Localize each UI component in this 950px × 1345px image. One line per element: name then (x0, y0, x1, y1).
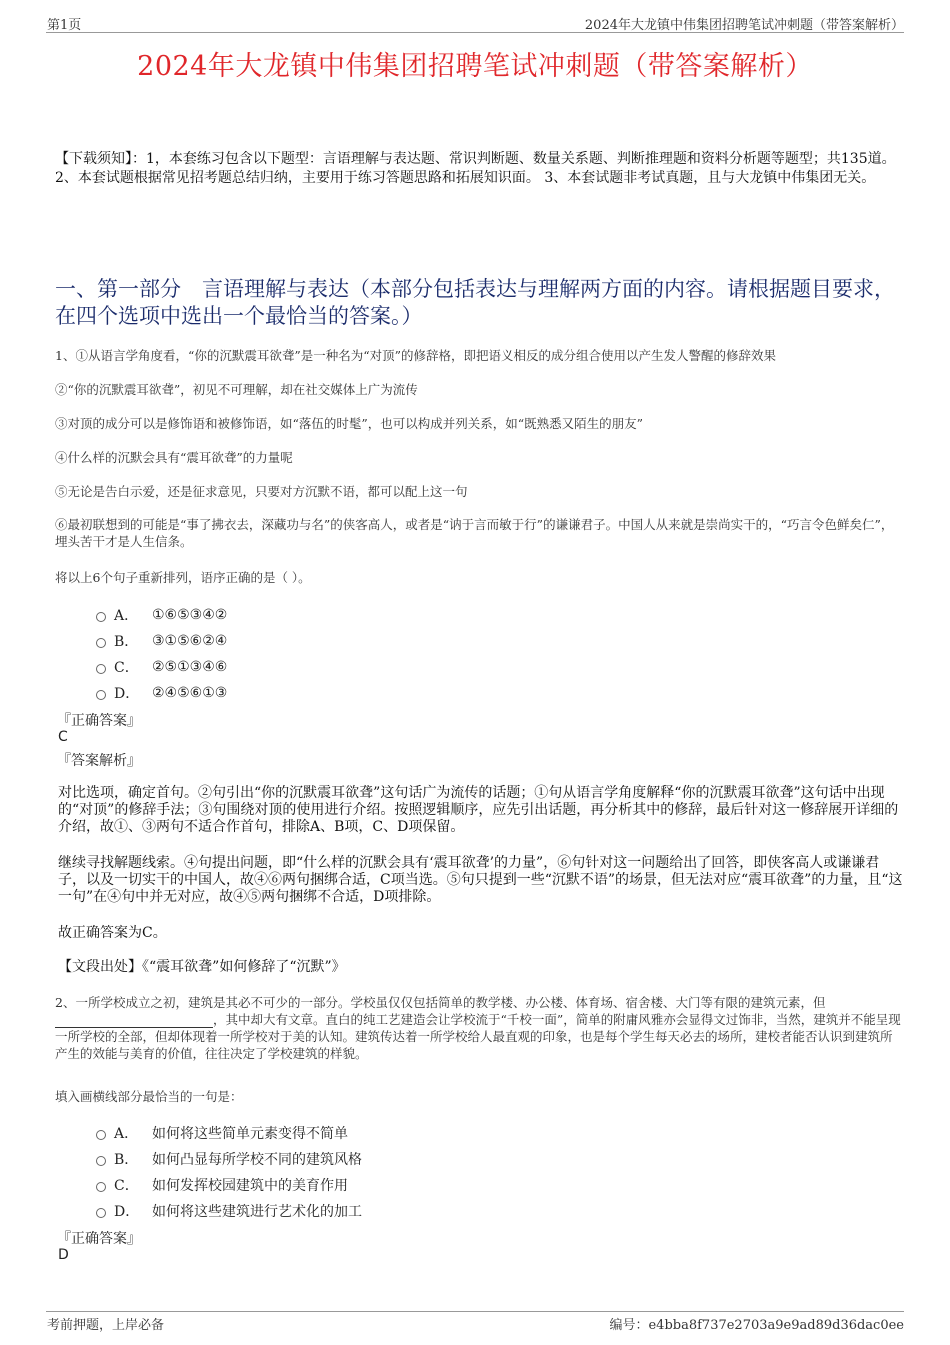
option-text: 如何将这些简单元素变得不简单 (152, 1126, 348, 1142)
q1-analysis-conclusion: 故正确答案为C。 (58, 925, 167, 941)
radio-icon[interactable] (96, 1208, 106, 1218)
option-text: 如何凸显每所学校不同的建筑风格 (152, 1152, 362, 1168)
q2-answer: D (58, 1247, 69, 1263)
q1-prompt: 将以上6个句子重新排列，语序正确的是（ ）。 (55, 570, 311, 585)
option-label: B． (114, 1152, 139, 1168)
q2-passage-intro: 2、一所学校成立之初，建筑是其必不可少的一部分。学校虽仅仅包括简单的教学楼、办公楼、体育场、宿舍楼、大门等有限的建筑元素，但 (55, 995, 826, 1010)
q1-analysis-para-2: 继续寻找解题线索。④句提出问题，即“什么样的沉默会具有‘震耳欲聋’的力量”，⑥句针对这一问题给出了回答，即侠客高人或谦谦君子，以及一切实干的中国人，故④⑥两句捆绑合适，C项当选。⑤句只提到一些“沉默不语”的场景，但无法对应“震耳欲聋”的力量，且“这一句”在④句中并无对应，故④⑤两句捆绑不合适，D项排除。 (58, 855, 903, 905)
option-label: D． (114, 686, 140, 702)
option-text: ②⑤①③④⑥ (152, 659, 228, 675)
q2-option-a[interactable] (96, 1123, 348, 1143)
radio-icon[interactable] (96, 638, 106, 648)
option-label: C． (114, 660, 139, 676)
radio-icon[interactable] (96, 664, 106, 674)
page-number: 第1页 (47, 18, 82, 33)
option-text: ②④⑤⑥①③ (152, 685, 228, 701)
q1-option-a[interactable] (96, 605, 227, 625)
option-label: A． (114, 608, 139, 624)
radio-icon[interactable] (96, 612, 106, 622)
option-label: C． (114, 1178, 139, 1194)
q2-option-c[interactable] (96, 1175, 348, 1195)
radio-icon[interactable] (96, 1156, 106, 1166)
download-notice: 【下载须知】：1，本套练习包含以下题型：言语理解与表达题、常识判断题、数量关系题、判断推理题和资料分析题等题型；共135道。 2、本套试题根据常见招考题总结归纳，主要用于练习答题思路和拓展知识面。 3、本套试题非考试真题，且与大龙镇中伟集团无关。 (55, 151, 896, 186)
option-text: ③①⑤⑥②④ (152, 633, 228, 649)
q1-source: 【文段出处】《“震耳欲聋”如何修辞了“沉默”》 (58, 959, 346, 975)
document-title: 2024年大龙镇中伟集团招聘笔试冲刺题（带答案解析） (137, 51, 813, 82)
radio-icon[interactable] (96, 1130, 106, 1140)
q1-line-4: ④什么样的沉默会具有“震耳欲聋”的力量呢 (55, 450, 293, 465)
radio-icon[interactable] (96, 1182, 106, 1192)
q1-line-6: ⑥最初联想到的可能是“事了拂衣去，深藏功与名”的侠客高人，或者是“讷于言而敏于行”的谦谦君子。中国人从来就是崇尚实干的，“巧言令色鲜矣仁”，埋头苦干才是人生信条。 (55, 517, 894, 549)
option-label: A． (114, 1126, 139, 1142)
q1-answer-label: 『正确答案』 (57, 713, 141, 729)
fill-blank (55, 1015, 213, 1028)
q2-option-b[interactable] (96, 1149, 362, 1169)
footer-slogan: 考前押题，上岸必备 (47, 1318, 165, 1333)
option-label: D． (114, 1204, 140, 1220)
option-text: ①⑥⑤③④② (152, 607, 228, 623)
footer-divider (46, 1311, 904, 1312)
header-doc-title: 2024年大龙镇中伟集团招聘笔试冲刺题（带答案解析） (584, 18, 904, 33)
q1-answer: C (58, 729, 68, 745)
option-label: B． (114, 634, 139, 650)
option-text: 如何将这些建筑进行艺术化的加工 (152, 1204, 362, 1220)
radio-icon[interactable] (96, 690, 106, 700)
q1-option-c[interactable] (96, 657, 227, 677)
q1-line-5: ⑤无论是告白示爱，还是征求意见，只要对方沉默不语，都可以配上这一句 (55, 484, 468, 499)
q2-answer-label: 『正确答案』 (57, 1231, 141, 1247)
q2-passage (55, 994, 904, 1062)
q2-prompt: 填入画横线部分最恰当的一句是： (55, 1089, 243, 1104)
q1-option-d[interactable] (96, 683, 227, 703)
q2-option-d[interactable] (96, 1201, 362, 1221)
q1-line-2: ②“你的沉默震耳欲聋”，初见不可理解，却在社交媒体上广为流传 (55, 382, 418, 397)
q1-analysis-para-1: 对比选项，确定首句。②句引出“你的沉默震耳欲聋”这句话广为流传的话题；①句从语言学角度解释“你的沉默震耳欲聋”这句话中出现的“对顶”的修辞手法；③句围绕对顶的使用进行介绍。按照逻辑顺序，应先引出话题，再分析其中的修辞，最后针对这一修辞展开详细的介绍，故①、③两句不适合作首句，排除A、B项，C、D项保留。 (58, 785, 899, 835)
option-text: 如何发挥校园建筑中的美育作用 (152, 1178, 348, 1194)
footer-code: 编号：e4bba8f737e2703a9e9ad89d36dac0ee (609, 1318, 904, 1333)
q1-option-b[interactable] (96, 631, 227, 651)
q1-line-1: 1、①从语言学角度看，“你的沉默震耳欲聋”是一种名为“对顶”的修辞格，即把语义相反的成分组合使用以产生发人警醒的修辞效果 (55, 348, 777, 363)
q1-line-3: ③对顶的成分可以是修饰语和被修饰语，如“落伍的时髦”，也可以构成并列关系，如“既熟悉又陌生的朋友” (55, 416, 644, 431)
q2-passage-rest: ，其中却大有文章。直白的纯工艺建造会让学校流于“千校一面”，简单的附庸风雅亦会显得文过饰非，当然，建筑并不能呈现一所学校的全部，但却体现着一所学校对于美的认知。建筑传达着一所学校给人最直观的印象，也是每个学生每天必去的场所，建校者能否认识到建筑所产生的效能与美育的价值，往往决定了学校建筑的样貌。 (55, 1012, 901, 1061)
q1-analysis-label: 『答案解析』 (57, 753, 141, 769)
header-divider (46, 32, 904, 33)
section-heading: 一、第一部分 言语理解与表达（本部分包括表达与理解两方面的内容。请根据题目要求，在四个选项中选出一个最恰当的答案。） (55, 277, 895, 328)
